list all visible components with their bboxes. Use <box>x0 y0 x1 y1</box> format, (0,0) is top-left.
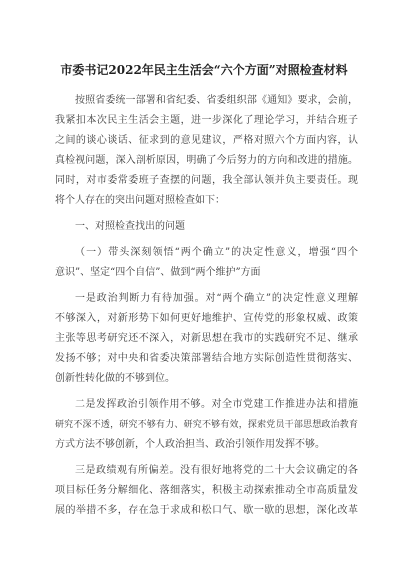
intro-paragraph <box>55 91 358 211</box>
text-line: 一是政治判断力有待加强。对“两个确立”的决定性意义理解 <box>75 293 358 304</box>
text-line: 项目标任务分解细化、落细落实，积极主动探索推动全市高质量发 <box>55 485 358 496</box>
text-line: 意识”、坚定“四个自信”、做到“两个维护”方面 <box>55 267 261 278</box>
problem-paragraph-2 <box>55 395 358 455</box>
text-line: 主张等思考研究还不深入，对新思想在我市的实践研究不足、继承 <box>55 333 358 344</box>
problem-paragraph-1 <box>55 289 358 389</box>
text-line: 按照省委统一部署和省纪委、省委组织部《通知》要求，会前， <box>75 95 358 106</box>
text-line: 我紧扣本次民主生活会主题，进一步深化了理论学习，并结合班子 <box>55 115 358 126</box>
subsection-heading <box>55 243 358 283</box>
text-line: 真检视问题，深入剖析原因，明确了今后努力的方向和改进的措施。 <box>55 155 358 166</box>
text-line: 方式方法不够创新，个人政治担当、政治引领作用发挥不够。 <box>55 439 325 450</box>
section-heading-text: 一、对照检查找出的问题 <box>75 221 185 232</box>
text-line: 之间的谈心谈话、征求到的意见建议，严格对照六个方面内容，认 <box>55 135 358 146</box>
text-line: 同时，对市委常委班子查摆的问题，我全部认领并负主要责任。现 <box>55 175 358 186</box>
section-heading <box>55 217 358 237</box>
text-line: 研究不深不透，研究不够有力、研究不够有效，探索党员干部思想政治教育 <box>55 420 358 430</box>
text-line: 将个人存在的突出问题对照检查如下： <box>55 195 225 206</box>
problem-paragraph-3 <box>55 461 358 521</box>
text-line: 二是发挥政治引领作用不够。对全市党建工作推进办法和措施 <box>75 399 358 410</box>
document-body <box>55 91 358 527</box>
text-line: 不够深入，对新形势下如何更好地维护、宣传党的形象权威、政策 <box>55 313 358 324</box>
document-title: 市委书记2022年民主生活会“六个方面”对照检查材料 <box>60 63 348 77</box>
text-line: 三是政绩观有所偏差。没有很好地将党的二十大会议确定的各 <box>75 465 358 476</box>
text-line: 发扬不够；对中央和省委决策部署结合地方实际创造性贯彻落实、 <box>55 353 358 364</box>
text-line: 展的举措不多，存在急于求成和松口气、歇一歇的思想，深化改革 <box>55 505 358 516</box>
text-line: （一）带头深刻领悟“两个确立”的决定性意义，增强“四个 <box>75 247 358 258</box>
text-line: 创新性转化做的不够到位。 <box>55 373 175 384</box>
